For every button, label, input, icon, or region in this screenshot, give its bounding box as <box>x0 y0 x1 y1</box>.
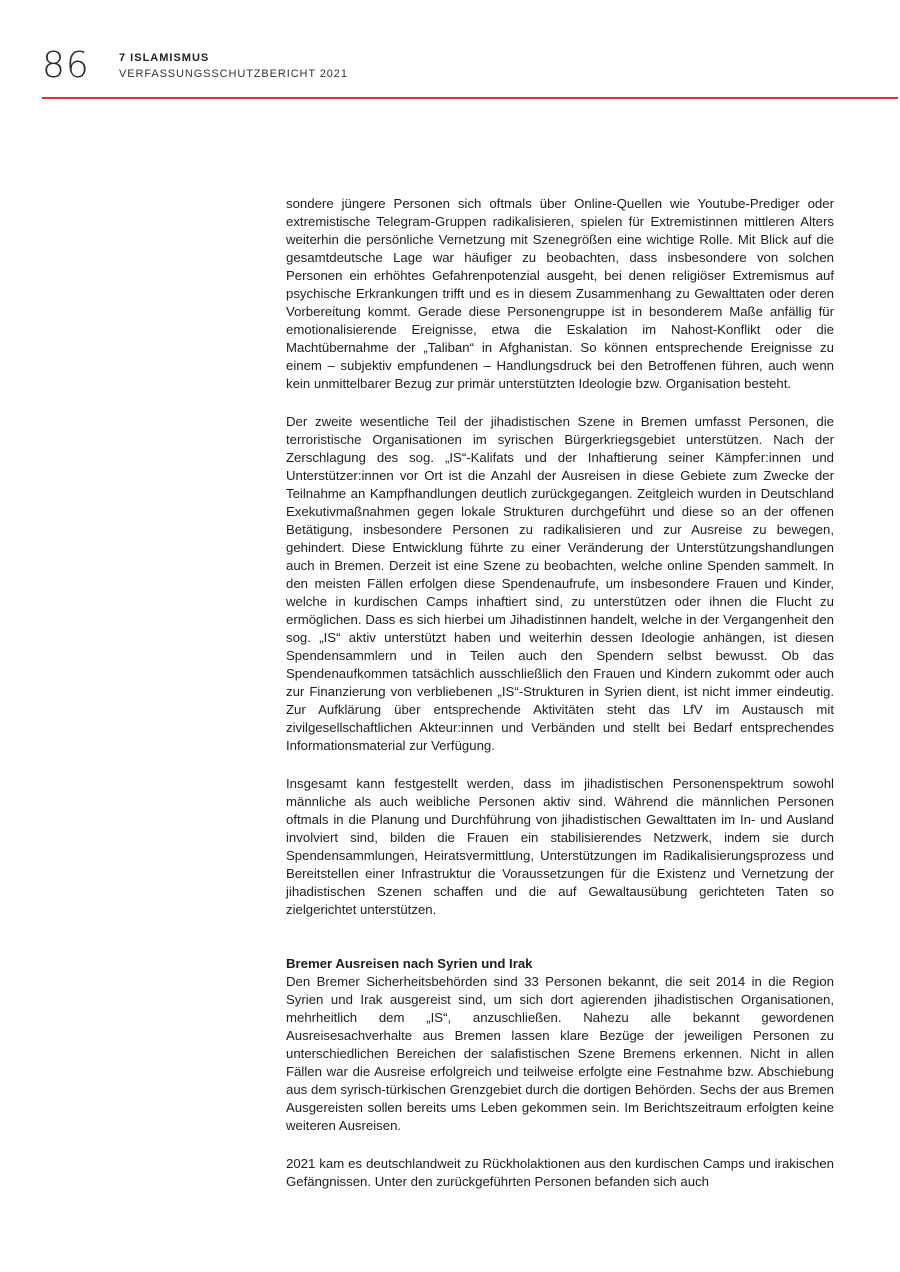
paragraph: Insgesamt kann festgestellt werden, dass im jihadistischen Personenspektrum sowohl männliche als auch weibliche Personen aktiv sind. Während die männlichen Personen oftmals in die Planung und Durchführung von jihadistischen Gewalttaten im In- und Ausland involviert sind, bilden die Frauen ein stabilisierendes Netzwerk, indem sie durch Spendensammlungen, Heiratsvermittlung, Unterstützungen im Radikalisierungsprozess und Bereitstellen einer Infrastruktur die Voraussetzungen für die Existenz und Vernetzung der jihadistischen Szenen schaffen und die auf Gewaltausübung gerichteten Taten so zielgerichtet unterstützen. <box>286 776 834 917</box>
chapter-title: 7 ISLAMISMUS <box>119 52 210 64</box>
paragraph: Den Bremer Sicherheitsbehörden sind 33 Personen bekannt, die seit 2014 in die Region Syrien und Irak ausgereist sind, um sich dort agierenden jihadistischen Organisationen, mehrheitlich dem „IS“, anzuschließen. Nahezu alle bekannt gewordenen Ausreisesachverhalte aus Bremen lassen klare Bezüge der jeweiligen Personen zu unterschiedlichen Bereichen der salafistischen Szene Bremens erkennen. Nicht in allen Fällen war die Ausreise erfolgreich und teilweise erfolgte eine Festnahme bzw. Abschiebung aus dem syrisch-türkischen Grenzgebiet durch die dortigen Behörden. Sechs der aus Bremen Ausgereisten sollen bereits ums Leben gekommen sein. Im Berichtszeitraum erfolgten keine weiteren Ausreisen. <box>286 974 834 1133</box>
page-header <box>42 42 898 98</box>
page-number: 86 <box>42 45 90 86</box>
paragraph: 2021 kam es deutschlandweit zu Rückholaktionen aus den kurdischen Camps und irakischen Gefängnissen. Unter den zurückgeführten Personen befanden sich auch <box>286 1156 834 1189</box>
header-rule <box>42 97 898 99</box>
main-text <box>286 195 834 1211</box>
section-heading: Bremer Ausreisen nach Syrien und Irak <box>286 956 533 971</box>
paragraph: Der zweite wesentliche Teil der jihadistischen Szene in Bremen umfasst Personen, die terroristische Organisationen im syrischen Bürgerkriegsgebiet unterstützen. Nach der Zerschlagung des sog. „IS“-Kalifats und der Inhaftierung seiner Kämpfer:innen und Unterstützer:innen vor Ort ist die Anzahl der Ausreisen in diese Gebiete zum Zwecke der Teilnahme an Kampfhandlungen deutlich zurückgegangen. Zeitgleich wurden in Deutschland Exekutivmaßnahmen gegen lokale Strukturen durchgeführt und diese so an der offenen Betätigung, insbesondere Personen zu radikalisieren und zur Ausreise zu bewegen, gehindert. Diese Entwicklung führte zu einer Veränderung der Unterstützungshandlungen auch in Bremen. Derzeit ist eine Szene zu beobachten, welche online Spenden sammelt. In den meisten Fällen erfolgen diese Spendenaufrufe, um insbesondere Frauen und Kinder, welche in kurdischen Camps inhaftiert sind, zu unterstützen oder ihnen die Flucht zu ermöglichen. Dass es sich hierbei um Jihadistinnen handelt, welche in der Vergangenheit den sog. „IS“ aktiv unterstützt haben und weiterhin dessen Ideologie anhängen, ist diesen Spendensammlern und in Teilen auch den Spendern selbst bewusst. Ob das Spendenaufkommen tatsächlich ausschließlich den Frauen und Kindern zukommt oder auch zur Finanzierung von verbliebenen „IS“-Strukturen in Syrien dient, ist nicht immer eindeutig. Zur Aufklärung über entsprechende Aktivitäten steht das LfV im Austausch mit zivilgesellschaftlichen Akteur:innen und Verbänden und stellt bei Bedarf entsprechendes Informationsmaterial zur Verfügung. <box>286 414 834 753</box>
report-title: VERFASSUNGSSCHUTZBERICHT 2021 <box>119 68 348 80</box>
paragraph: sondere jüngere Personen sich oftmals über Online-Quellen wie Youtube-Prediger oder extremistische Telegram-Gruppen radikalisieren, spielen für Extremistinnen mittleren Alters weiterhin die persönliche Vernetzung mit Szenegrößen eine wichtige Rolle. Mit Blick auf die gesamtdeutsche Lage war häufiger zu beobachten, dass insbesondere von solchen Personen ein erhöhtes Gefahrenpotenzial ausgeht, bei denen religiöser Extremismus auf psychische Erkrankungen trifft und es in diesem Zusammenhang zu Gewalttaten oder deren Vorbereitung kommt. Gerade diese Personengruppe ist in besonderem Maße anfällig für emotionalisierende Ereignisse, etwa die Eskalation im Nahost-Konflikt oder die Machtübernahme der „Taliban“ in Afghanistan. So können entsprechende Ereignisse zu einem – subjektiv empfundenen – Handlungsdruck bei den Betroffenen führen, auch wenn kein unmittelbarer Bezug zur primär unterstützten Ideologie bzw. Organisation besteht. <box>286 196 834 391</box>
